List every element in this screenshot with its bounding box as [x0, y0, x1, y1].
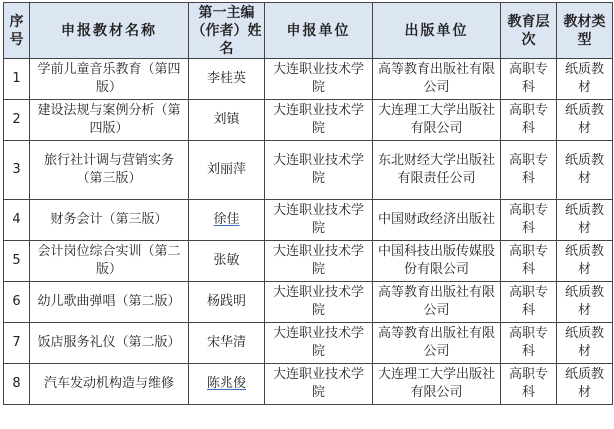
table-row — [4, 141, 613, 200]
header-applicant: 申报单位 — [265, 3, 373, 59]
cell-type: 纸质教材 — [557, 141, 613, 200]
table-row — [4, 323, 613, 364]
cell-type: 纸质教材 — [557, 323, 613, 364]
header-editor: 第一主编（作者）姓名 — [189, 3, 265, 59]
cell-title: 会计岗位综合实训（第二版） — [30, 241, 189, 282]
cell-level: 高职专科 — [501, 282, 557, 323]
cell-publisher: 中国科技出版传媒股份有限公司 — [373, 241, 501, 282]
cell-level: 高职专科 — [501, 364, 557, 405]
cell-publisher: 高等教育出版社有限公司 — [373, 282, 501, 323]
cell-applicant: 大连职业技术学院 — [265, 59, 373, 100]
table-row — [4, 241, 613, 282]
cell-index: 6 — [4, 282, 30, 323]
table-row — [4, 100, 613, 141]
textbook-table — [3, 2, 613, 405]
cell-level: 高职专科 — [501, 200, 557, 241]
table-row — [4, 200, 613, 241]
cell-type: 纸质教材 — [557, 282, 613, 323]
cell-type: 纸质教材 — [557, 241, 613, 282]
cell-publisher: 高等教育出版社有限公司 — [373, 59, 501, 100]
table-row — [4, 364, 613, 405]
cell-title: 饭店服务礼仪（第二版） — [30, 323, 189, 364]
cell-applicant: 大连职业技术学院 — [265, 282, 373, 323]
cell-publisher: 大连理工大学出版社有限公司 — [373, 364, 501, 405]
cell-applicant: 大连职业技术学院 — [265, 200, 373, 241]
cell-index: 5 — [4, 241, 30, 282]
cell-level: 高职专科 — [501, 100, 557, 141]
header-publisher: 出版单位 — [373, 3, 501, 59]
cell-editor — [189, 200, 265, 241]
cell-editor: 宋华清 — [189, 323, 265, 364]
cell-index: 2 — [4, 100, 30, 141]
cell-type: 纸质教材 — [557, 59, 613, 100]
cell-level: 高职专科 — [501, 323, 557, 364]
editor-name-underlined: 徐佳 — [213, 212, 240, 227]
cell-publisher: 高等教育出版社有限公司 — [373, 323, 501, 364]
cell-title: 幼儿歌曲弹唱（第二版） — [30, 282, 189, 323]
cell-level: 高职专科 — [501, 241, 557, 282]
cell-applicant: 大连职业技术学院 — [265, 100, 373, 141]
cell-index: 4 — [4, 200, 30, 241]
table-row — [4, 282, 613, 323]
cell-editor: 刘镇 — [189, 100, 265, 141]
cell-level: 高职专科 — [501, 141, 557, 200]
header-type: 教材类型 — [557, 3, 613, 59]
cell-type: 纸质教材 — [557, 200, 613, 241]
cell-title: 汽车发动机构造与维修 — [30, 364, 189, 405]
cell-applicant: 大连职业技术学院 — [265, 141, 373, 200]
cell-publisher: 大连理工大学出版社有限公司 — [373, 100, 501, 141]
cell-publisher: 中国财政经济出版社 — [373, 200, 501, 241]
cell-editor — [189, 364, 265, 405]
cell-title: 财务会计（第三版） — [30, 200, 189, 241]
cell-index: 3 — [4, 141, 30, 200]
cell-title: 学前儿童音乐教育（第四版） — [30, 59, 189, 100]
header-index: 序号 — [4, 3, 30, 59]
cell-type: 纸质教材 — [557, 100, 613, 141]
cell-index: 1 — [4, 59, 30, 100]
cell-publisher: 东北财经大学出版社有限责任公司 — [373, 141, 501, 200]
cell-index: 7 — [4, 323, 30, 364]
header-row — [4, 3, 613, 59]
header-level: 教育层次 — [501, 3, 557, 59]
header-title: 申报教材名称 — [30, 3, 189, 59]
cell-applicant: 大连职业技术学院 — [265, 241, 373, 282]
cell-editor: 杨践明 — [189, 282, 265, 323]
cell-applicant: 大连职业技术学院 — [265, 323, 373, 364]
editor-name-underlined: 陈兆俊 — [206, 376, 246, 391]
cell-editor: 李桂英 — [189, 59, 265, 100]
cell-level: 高职专科 — [501, 59, 557, 100]
cell-index: 8 — [4, 364, 30, 405]
cell-applicant: 大连职业技术学院 — [265, 364, 373, 405]
cell-type: 纸质教材 — [557, 364, 613, 405]
cell-title: 建设法规与案例分析（第四版） — [30, 100, 189, 141]
cell-editor: 张敏 — [189, 241, 265, 282]
table-row — [4, 59, 613, 100]
cell-title: 旅行社计调与营销实务（第三版） — [30, 141, 189, 200]
cell-editor: 刘丽萍 — [189, 141, 265, 200]
